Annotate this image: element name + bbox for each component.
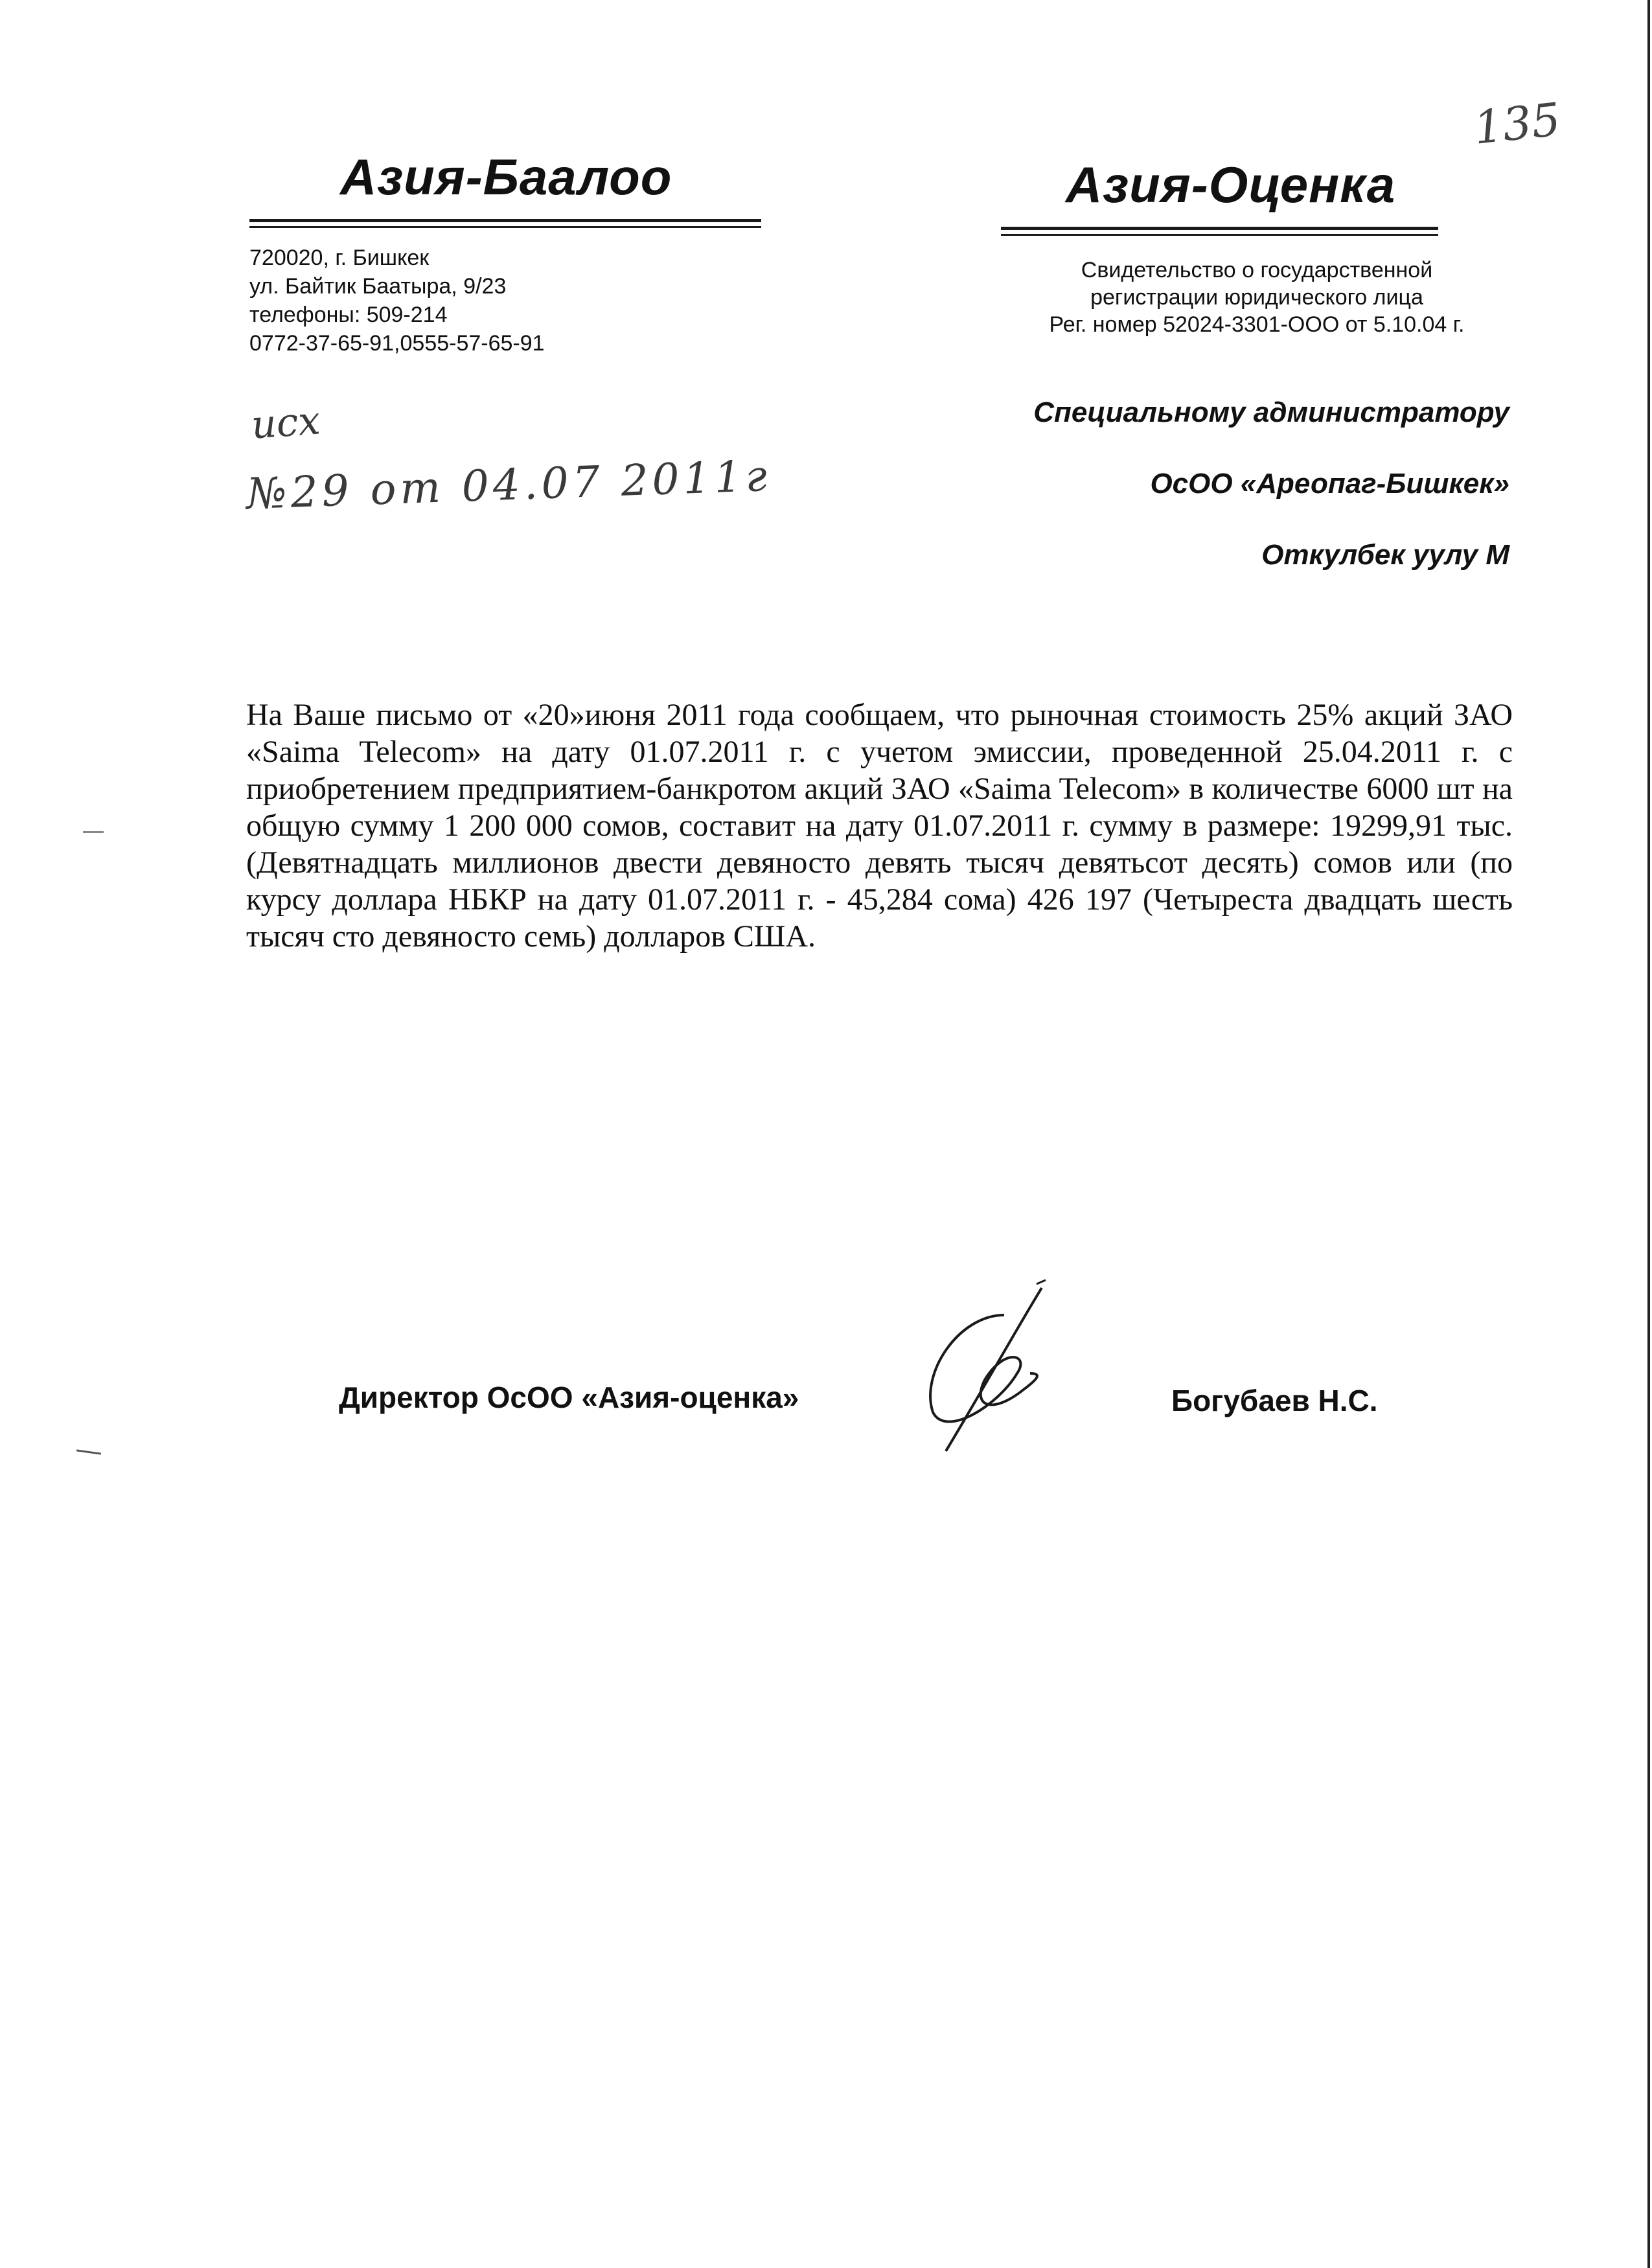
right-brand-underline [1001, 227, 1438, 236]
addressee-title: Специальному администратору [1033, 396, 1509, 428]
left-brand-underline [249, 219, 761, 228]
addressee-name: Откулбек уулу М [1261, 539, 1509, 571]
archive-page-number: 135 [1471, 93, 1563, 155]
addressee-block [842, 396, 1509, 571]
letter-body: На Ваше письмо от «20»июня 2011 года сообщаем, что рыночная стоимость 25% акций ЗАО «Saima Telecom» на дату 01.07.2011 г. с учетом эмиссии, проведенной 25.04.2011 г. с приобретением предприятием-банкротом акций ЗАО «Saima Telecom» в количестве 6000 шт на общую сумму 1 200 000 сомов, составит на дату 01.07.2011 г. сумму в размере: 19299,91 тыс. (Девятнадцать миллионов двести девяносто девять тысяч девятьсот десять) сомов или (по курсу доллара НБКР на дату 01.07.2011 г. - 45,284 сома) 426 197 (Четыреста двадцать шесть тысяч сто девяносто семь) долларов США. [246, 698, 1513, 954]
registration-line: регистрации юридического лица [1090, 285, 1423, 310]
address-line: ул. Байтик Баатыра, 9/23 [249, 274, 507, 299]
outgoing-number: №29 от 04.07 2011г [245, 450, 772, 520]
left-company-brand: Азия-Баалоо [340, 148, 672, 205]
scan-mark [83, 831, 104, 833]
registration-block [1020, 257, 1493, 338]
phone-line: телефоны: 509-214 [249, 303, 448, 327]
handwritten-signature [907, 1276, 1069, 1464]
signatory-name: Богубаев Н.С. [1171, 1384, 1378, 1417]
registration-line: Рег. номер 52024-3301-ООО от 5.10.04 г. [1049, 312, 1465, 337]
phone-line: 0772-37-65-91,0555-57-65-91 [249, 331, 545, 356]
addressee-company: ОсОО «Ареопаг-Бишкек» [1150, 468, 1509, 499]
address-line: 720020, г. Бишкек [249, 246, 430, 270]
right-company-brand: Азия-Оценка [1066, 156, 1396, 213]
signatory-position: Директор ОсОО «Азия-оценка» [339, 1380, 799, 1414]
registration-line: Свидетельство о государственной [1081, 258, 1433, 282]
scan-mark [76, 1449, 101, 1454]
left-address-block [249, 244, 545, 358]
outgoing-label: исх [249, 398, 322, 448]
scan-edge-line [1647, 0, 1650, 2268]
